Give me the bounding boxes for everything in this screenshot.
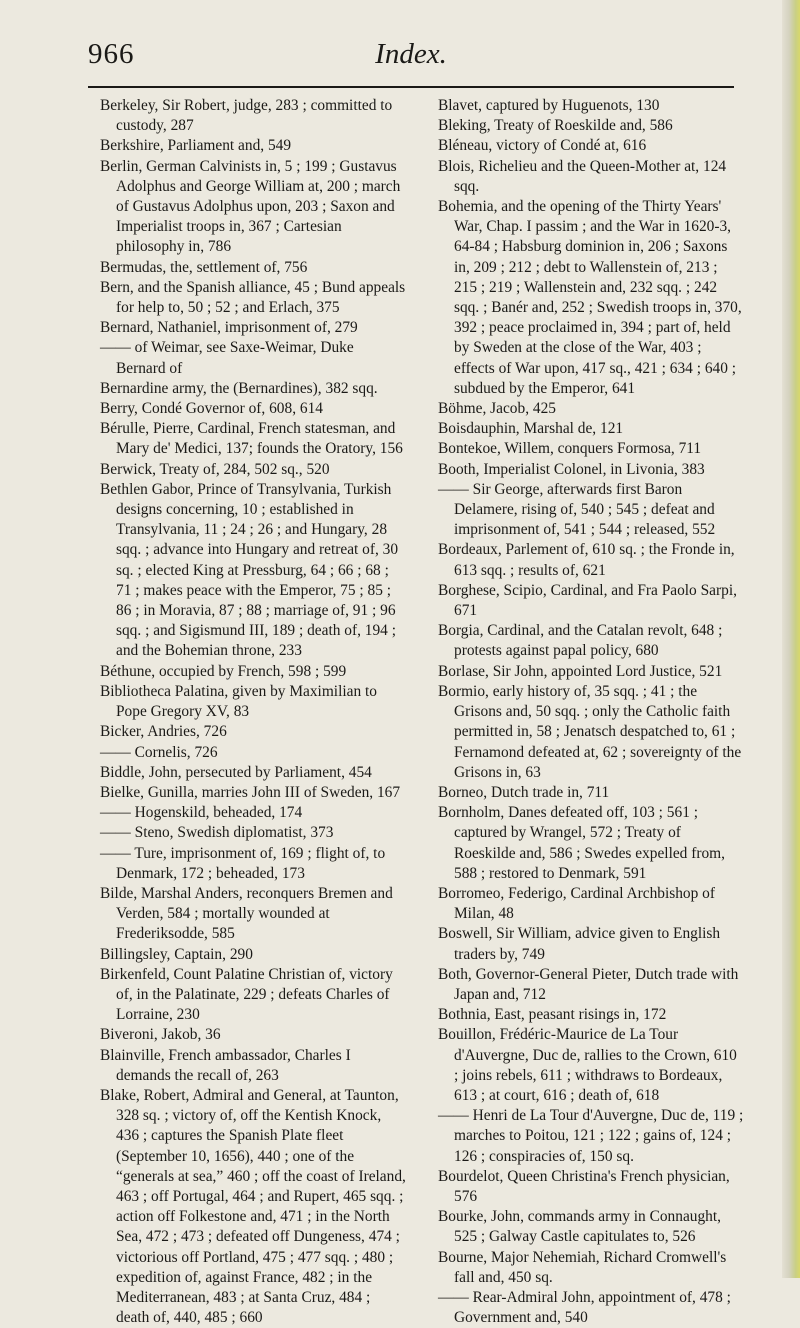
index-entry: Bouillon, Frédéric-Maurice de La Tour d'Auvergne, Duc de, rallies to the Crown, 610 ; joins rebels, 611 ; withdraws to Bordeaux, 613 ; at court, 616 ; death of, 618 bbox=[438, 1026, 737, 1104]
index-entry: Bourdelot, Queen Christina's French physician, 576 bbox=[438, 1167, 730, 1205]
index-entry: Bontekoe, Willem, conquers Formosa, 711 bbox=[438, 440, 702, 458]
page-edge bbox=[782, 0, 800, 1278]
index-entry: Bourke, John, commands army in Connaught, 525 ; Galway Castle capitulates to, 526 bbox=[438, 1208, 721, 1246]
index-entry: Borlase, Sir John, appointed Lord Justice, 521 bbox=[438, 662, 723, 680]
index-entry: Bleking, Treaty of Roeskilde and, 586 bbox=[438, 117, 673, 135]
index-entry: —— of Weimar, see Saxe-Weimar, Duke Bernard of bbox=[100, 339, 354, 377]
index-entry: Bilde, Marshal Anders, reconquers Bremen and Verden, 584 ; mortally wounded at Frederiksodde, 585 bbox=[100, 884, 393, 943]
index-entry: Berry, Condé Governor of, 608, 614 bbox=[100, 400, 323, 418]
index-entry: Bicker, Andries, 726 bbox=[100, 723, 227, 741]
index-entry: —— Steno, Swedish diplomatist, 373 bbox=[100, 824, 334, 842]
index-entry: Booth, Imperialist Colonel, in Livonia, 383 bbox=[438, 460, 705, 478]
index-entry: Boswell, Sir William, advice given to English traders by, 749 bbox=[438, 925, 721, 963]
index-entry: Bourne, Major Nehemiah, Richard Cromwell's fall and, 450 sq. bbox=[438, 1248, 727, 1286]
index-entry: Birkenfeld, Count Palatine Christian of, victory of, in the Palatinate, 229 ; defeats Charles of Lorraine, 230 bbox=[100, 965, 393, 1024]
index-entry: Berwick, Treaty of, 284, 502 sq., 520 bbox=[100, 460, 330, 478]
index-entry: Borgia, Cardinal, and the Catalan revolt, 648 ; protests against papal policy, 680 bbox=[438, 622, 723, 660]
index-entry: Bérulle, Pierre, Cardinal, French statesman, and Mary de' Medici, 137; founds the Oratory, 156 bbox=[100, 420, 403, 458]
index-entry: Berkshire, Parliament and, 549 bbox=[100, 137, 292, 155]
index-entry: Biveroni, Jakob, 36 bbox=[100, 1026, 221, 1044]
index-entry: Bethlen Gabor, Prince of Transylvania, Turkish designs concerning, 10 ; established in Transylvania, 11 ; 24 ; 26 ; and Hungary, 28 sqq. ; advance into Hungary and retreat of, 30 sq. ; elected King at Pressburg, 64 ; 66 ; 68 ; 71 ; makes peace with the Emperor, 75 ; 85 ; 86 ; in Moravia, 87 ; 88 ; marriage of, 91 ; 96 sqq. ; and Sigismund III, 189 ; death of, 194 ; and the Bohemian throne, 233 bbox=[100, 480, 399, 660]
index-entry: Bordeaux, Parlement of, 610 sq. ; the Fronde in, 613 sqq. ; results of, 621 bbox=[438, 541, 735, 579]
index-entry: Borghese, Scipio, Cardinal, and Fra Paolo Sarpi, 671 bbox=[438, 581, 737, 620]
index-entry: Blois, Richelieu and the Queen-Mother at, 124 sqq. bbox=[438, 157, 727, 195]
index-entry: —— Ture, imprisonment of, 169 ; flight of, to Denmark, 172 ; beheaded, 173 bbox=[100, 844, 386, 882]
index-entry: Bormio, early history of, 35 sqq. ; 41 ; the Grisons and, 50 sqq. ; only the Catholic faith permitted in, 58 ; Jenatsch despatched to, 61 ; Fernamond defeated at, 62 ; sovereignty of the Grisons in, 63 bbox=[438, 682, 742, 781]
index-entry: Bornholm, Danes defeated off, 103 ; 561 ; captured by Wrangel, 572 ; Treaty of Roeskilde and, 586 ; Swedes expelled from, 588 ; restored to Denmark, 591 bbox=[438, 804, 725, 882]
index-entry: Boisdauphin, Marshal de, 121 bbox=[438, 420, 624, 438]
index-entry: Bohemia, and the opening of the Thirty Years' War, Chap. I passim ; and the War in 1620-3, 64-84 ; Habsburg dominion in, 206 ; Saxons in, 209 ; 212 ; debt to Wallenstein of, 213 ; 215 ; 219 ; Wallenstein and, 232 sqq. ; 242 sqq. ; Banér and, 252 ; Swedish troops in, 370, 392 ; peace proclaimed in, 394 ; part of, held by Sweden at the close of the War, 403 ; effects of War upon, 417 sq., 421 ; 634 ; 640 ; subdued by the Emperor, 641 bbox=[438, 198, 742, 397]
index-entry: Bernardine army, the (Bernardines), 382 sqq. bbox=[100, 379, 378, 397]
index-entry: Bernard, Nathaniel, imprisonment of, 279 bbox=[100, 319, 358, 337]
index-entry: Blavet, captured by Huguenots, 130 bbox=[438, 97, 660, 114]
index-entry: Berlin, German Calvinists in, 5 ; 199 ; Gustavus Adolphus and George William at, 200 ; march of Gustavus Adolphus upon, 203 ; Saxon and Imperialist troops in, 367 ; Cartesian philosophy in, 786 bbox=[100, 157, 401, 256]
page-number: 966 bbox=[88, 38, 135, 70]
index-entry: Böhme, Jacob, 425 bbox=[438, 400, 556, 418]
index-entry: Bléneau, victory of Condé at, 616 bbox=[438, 137, 647, 155]
header-rule bbox=[88, 86, 734, 88]
index-entry: Berkeley, Sir Robert, judge, 283 ; committed to custody, 287 bbox=[100, 97, 393, 135]
index-entry: Blake, Robert, Admiral and General, at Taunton, 328 sq. ; victory of, off the Kentish Knock, 436 ; captures the Spanish Plate fleet (September 10, 1656), 440 ; one of the “generals at sea,” 460 ; off the coast of Ireland, 463 ; off Portugal, 464 ; and Rupert, 465 sqq. ; action off Folkestone and, 471 ; in the North Sea, 472 ; 473 ; defeated off Dungeness, 474 ; victorious off Portland, 475 ; 477 sqq. ; 480 ; expedition of, against France, 482 ; in the Mediterranean, 483 ; at Santa Cruz, 484 ; death of, 440, 485 ; 660 bbox=[100, 1086, 406, 1327]
index-entry: Bern, and the Spanish alliance, 45 ; Bund appeals for help to, 50 ; 52 ; and Erlach, 375 bbox=[100, 278, 406, 317]
index-entry: —— Cornelis, 726 bbox=[100, 743, 218, 761]
index-entry: Blainville, French ambassador, Charles I demands the recall of, 263 bbox=[100, 1046, 351, 1084]
index-entry: Biddle, John, persecuted by Parliament, 454 bbox=[100, 763, 372, 781]
index-entry: Bothnia, East, peasant risings in, 172 bbox=[438, 1006, 667, 1024]
index-entry: Bielke, Gunilla, marries John III of Sweden, 167 bbox=[100, 783, 401, 801]
index-column-left bbox=[100, 96, 406, 1328]
index-column-right bbox=[438, 96, 744, 1328]
index-entry: —— Henri de La Tour d'Auvergne, Duc de, 119 ; marches to Poitou, 121 ; 122 ; gains of, 124 ; 126 ; conspiracies of, 150 sq. bbox=[438, 1107, 744, 1165]
index-entry: —— Rear-Admiral John, appointment of, 478 ; Government and, 540 bbox=[438, 1288, 731, 1327]
index-entry: Borromeo, Federigo, Cardinal Archbishop of Milan, 48 bbox=[438, 884, 715, 923]
index-entry: Bibliotheca Palatina, given by Maximilian to Pope Gregory XV, 83 bbox=[100, 682, 377, 721]
index-entry: Both, Governor-General Pieter, Dutch trade with Japan and, 712 bbox=[438, 965, 739, 1003]
index-entry: Billingsley, Captain, 290 bbox=[100, 945, 253, 963]
index-entry: —— Hogenskild, beheaded, 174 bbox=[100, 804, 303, 822]
running-head: Index. bbox=[375, 38, 447, 70]
page-header bbox=[88, 38, 734, 88]
index-entry: Borneo, Dutch trade in, 711 bbox=[438, 783, 610, 801]
index-entry: Béthune, occupied by French, 598 ; 599 bbox=[100, 662, 347, 680]
index-entry: Bermudas, the, settlement of, 756 bbox=[100, 258, 308, 276]
index-entry: —— Sir George, afterwards first Baron Delamere, rising of, 540 ; 545 ; defeat and imprisonment of, 541 ; 544 ; released, 552 bbox=[438, 480, 716, 539]
